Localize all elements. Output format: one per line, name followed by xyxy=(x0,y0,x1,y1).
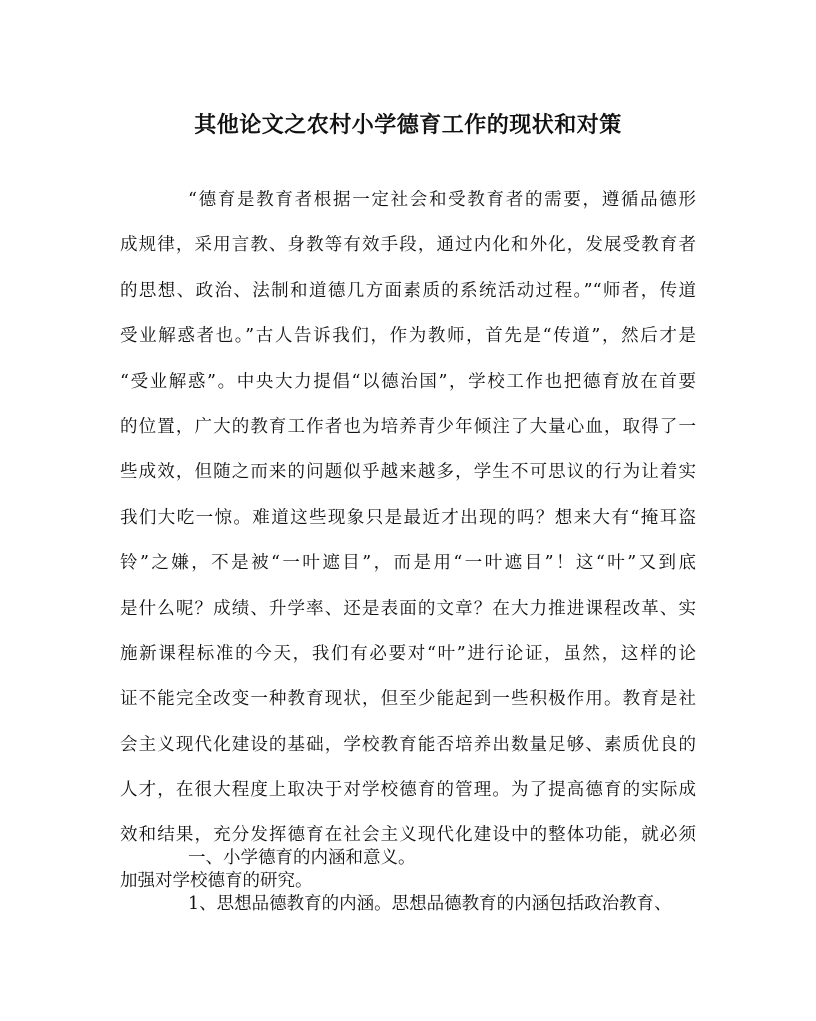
paragraph-line: 是什么呢？成绩、升学率、还是表面的文章？在大力推进课程改革、实 xyxy=(120,598,696,619)
paragraph-line: 些成效，但随之而来的问题似乎越来越多，学生不可思议的行为让着实 xyxy=(120,462,696,483)
paragraph-intro xyxy=(120,178,696,904)
paragraph-line: 加强对学校德育的研究。 xyxy=(120,870,313,891)
paragraph-line: 会主义现代化建设的基础，学校教育能否培养出数量足够、素质优良的 xyxy=(120,734,696,755)
section-heading: 一、小学德育的内涵和意义。 xyxy=(188,848,416,868)
subsection-line: 1、思想品德教育的内涵。思想品德教育的内涵包括政治教育、 xyxy=(188,894,672,914)
paragraph-line: 我们大吃一惊。难道这些现象只是最近才出现的吗？想来大有“掩耳盗 xyxy=(120,507,696,528)
paragraph-line: 受业解惑者也。”古人告诉我们，作为教师，首先是“传道”，然后才是 xyxy=(120,326,696,347)
paragraph-line: 证不能完全改变一种教育现状，但至少能起到一些积极作用。教育是社 xyxy=(120,689,696,710)
paragraph-line: 人才，在很大程度上取决于对学校德育的管理。为了提高德育的实际成 xyxy=(120,780,696,801)
paragraph-line: 效和结果，充分发挥德育在社会主义现代化建设中的整体功能，就必须 xyxy=(120,825,696,846)
document-title: 其他论文之农村小学德育工作的现状和对策 xyxy=(194,112,622,138)
paragraph-line: 的位置，广大的教育工作者也为培养青少年倾注了大量心血，取得了一 xyxy=(120,416,696,437)
paragraph-line: 的思想、政治、法制和道德几方面素质的系统活动过程。”“师者，传道 xyxy=(120,280,696,301)
paragraph-line: 成规律，采用言教、身教等有效手段，通过内化和外化，发展受教育者 xyxy=(120,235,696,256)
paragraph-line: “受业解惑”。中央大力提倡“以德治国”，学校工作也把德育放在首要 xyxy=(120,371,696,392)
paragraph-line: 施新课程标准的今天，我们有必要对“叶”进行论证，虽然，这样的论 xyxy=(120,643,696,664)
paragraph-line: “德育是教育者根据一定社会和受教育者的需要，遵循品德形 xyxy=(188,190,696,210)
paragraph-line: 铃”之嫌，不是被“一叶遮目”，而是用“一叶遮目”！这“叶”又到底 xyxy=(120,553,696,574)
